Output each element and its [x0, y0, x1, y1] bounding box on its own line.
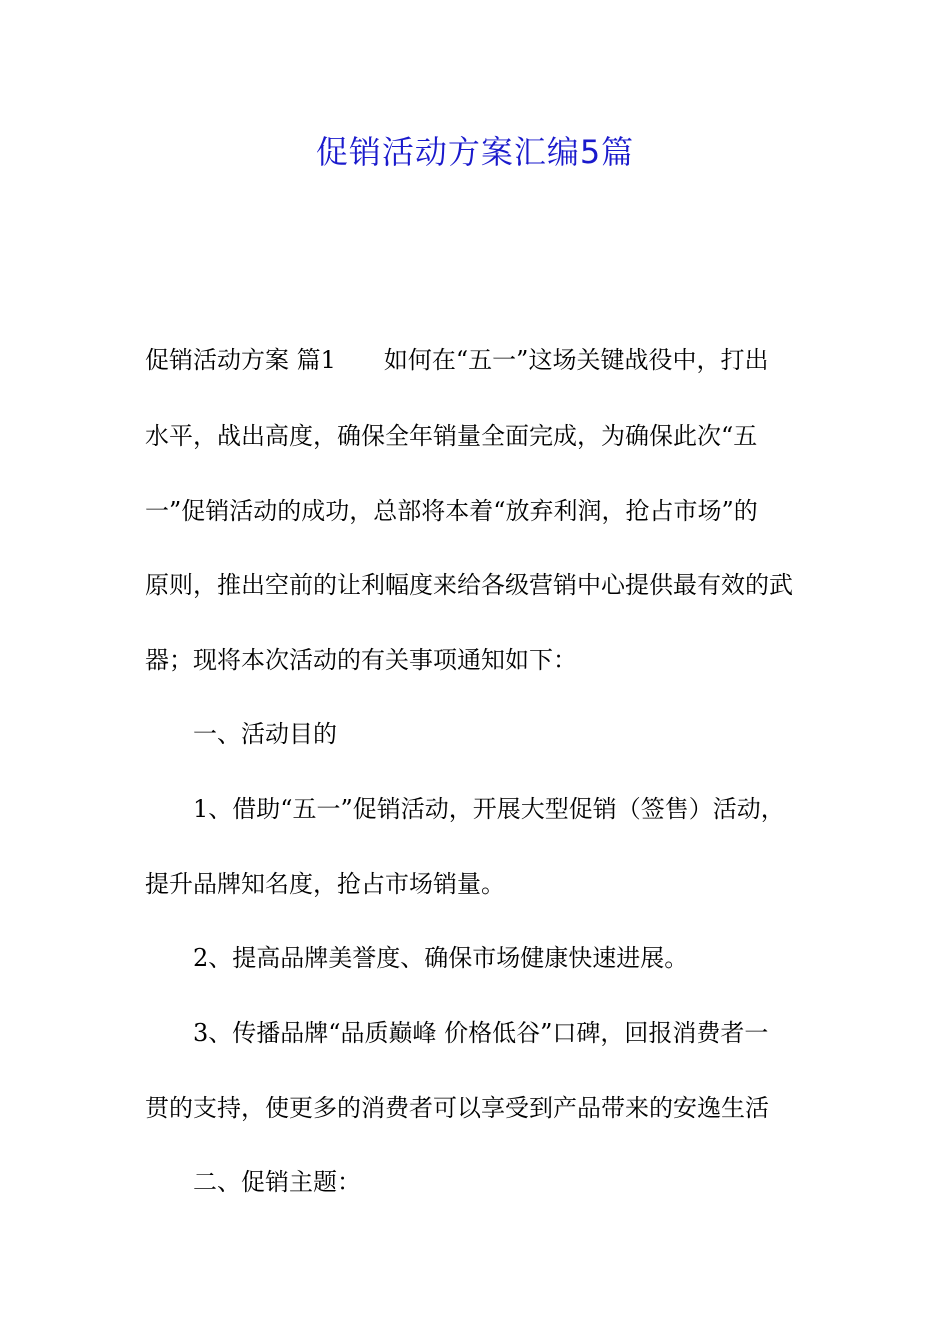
paragraph-line-5: 器；现将本次活动的有关事项通知如下：	[145, 646, 577, 674]
paragraph-line-2: 水平，战出高度，确保全年销量全面完成，为确保此次“五	[145, 422, 758, 450]
section-heading-objectives: 一、活动目的	[193, 720, 337, 748]
paragraph-line-4: 原则，推出空前的让利幅度来给各级营销中心提供最有效的武	[145, 571, 793, 599]
section-heading-theme: 二、促销主题：	[193, 1168, 361, 1196]
section-heading: 促销活动方案 篇1	[145, 346, 336, 374]
objective-1-line-2: 提升品牌知名度，抢占市场销量。	[145, 870, 505, 898]
paragraph-line-1	[145, 342, 810, 378]
objective-2: 2、提高品牌美誉度、确保市场健康快速进展。	[193, 944, 689, 972]
objective-1-line-1: 1、借助“五一”促销活动，开展大型促销（签售）活动，	[193, 795, 785, 823]
paragraph-line-3: 一”促销活动的成功，总部将本着“放弃利润，抢占市场”的	[145, 497, 758, 525]
objective-3-line-2: 贯的支持，使更多的消费者可以享受到产品带来的安逸生活	[145, 1094, 769, 1122]
document-title: 促销活动方案汇编5篇	[315, 133, 635, 171]
objective-3-line-1: 3、传播品牌“品质巅峰 价格低谷”口碑，回报消费者一	[193, 1019, 769, 1047]
intro-text: 如何在“五一”这场关键战役中，打出	[383, 346, 769, 374]
